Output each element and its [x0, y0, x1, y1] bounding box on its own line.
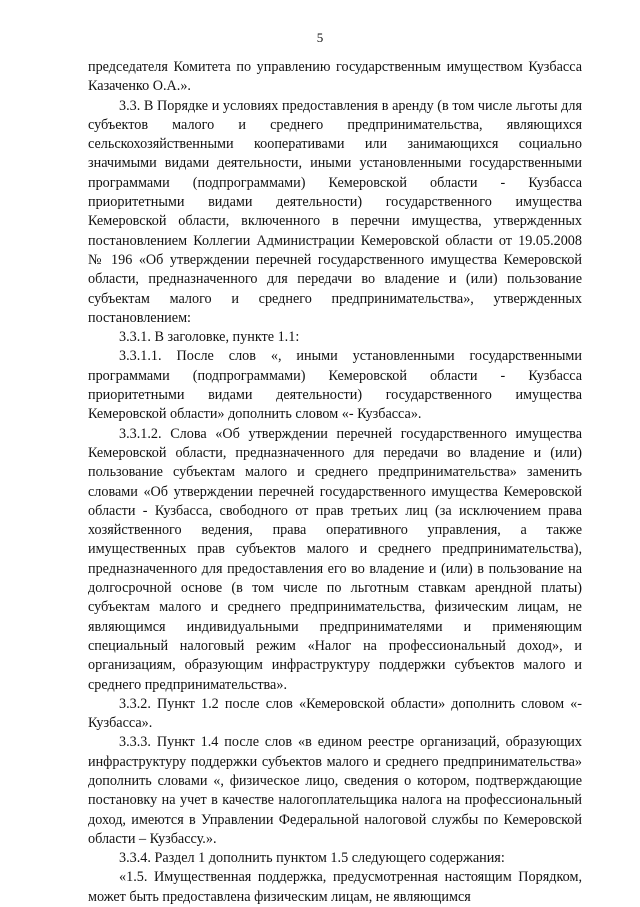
- paragraph-3-3-3: 3.3.3. Пункт 1.4 после слов «в едином реестре организаций, образующих инфраструктуру поддержки субъектов малого и среднего предпринимательства» дополнить словами «, физическое лицо, сведения о котором, подтверждающие постановку на учет в качестве налогоплательщика налога на профессиональный доход, имеются в Управлении Федеральной налоговой службы по Кемеровской области – Кузбассу.».: [88, 734, 582, 847]
- page-number: 5: [316, 30, 324, 45]
- paragraph-3-3-1-2: 3.3.1.2. Слова «Об утверждении перечней государственного имущества Кемеровской области, предназначенного для передачи во владение и (или) пользование субъектам малого и среднего предпринимательства» заменить словами «Об утверждении перечней государственного имущества Кемеровской области - Кузбасса, свободного от прав третьих лиц (за исключением права хозяйственного ведения, права оперативного управления, а также имущественных прав субъектов малого и среднего предпринимательства), предназначенного для предоставления его во владение и (или) в пользование на долгосрочной основе (в том числе по льготным ставкам арендной платы) субъектам малого и среднего предпринимательства, физическим лицам, не являющимся индивидуальными предпринимателями и применяющим специальный налоговый режим «Налог на профессиональный доход», и организациям, образующим инфраструктуру поддержки субъектов малого и среднего предпринимательства».: [88, 425, 582, 693]
- paragraph-3-3: 3.3. В Порядке и условиях предоставления в аренду (в том числе льготы для субъектов малого и среднего предпринимательства, являющихся сельскохозяйственными кооперативами или занимающихся социально значимыми видами деятельности, иными установленными государственными программами (подпрограммами) Кемеровской области - Кузбасса приоритетными видами деятельности) государственного имущества Кемеровской области, включенного в перечни имущества, утвержденных постановлением Коллегии Администрации Кемеровской области от 19.05.2008 № 196 «Об утверждении перечней государственного имущества Кемеровской области, предназначенного для передачи во владение и (или) пользование субъектам малого и среднего предпринимательства», утвержденных постановлением:: [88, 97, 582, 326]
- paragraph-3-3-1-1: 3.3.1.1. После слов «, иными установленными государственными программами (подпрограммами) Кемеровской области - Кузбасса приоритетными видами деятельности) государственного имущества Кемеровской области» дополнить словом «- Кузбасса».: [88, 348, 582, 423]
- paragraph-3-3-2: 3.3.2. Пункт 1.2 после слов «Кемеровской области» дополнить словом «- Кузбасса».: [88, 695, 582, 732]
- paragraph-3-3-4: 3.3.4. Раздел 1 дополнить пунктом 1.5 следующего содержания:: [119, 850, 505, 867]
- document-body: [88, 58, 582, 907]
- paragraph-3-3-1: 3.3.1. В заголовке, пункте 1.1:: [119, 329, 300, 346]
- paragraph-1-5: «1.5. Имущественная поддержка, предусмотренная настоящим Порядком, может быть предоставлена физическим лицам, не являющимся: [88, 869, 582, 905]
- paragraph-chairman: председателя Комитета по управлению государственным имуществом Кузбасса Казаченко О.А.».: [88, 59, 582, 95]
